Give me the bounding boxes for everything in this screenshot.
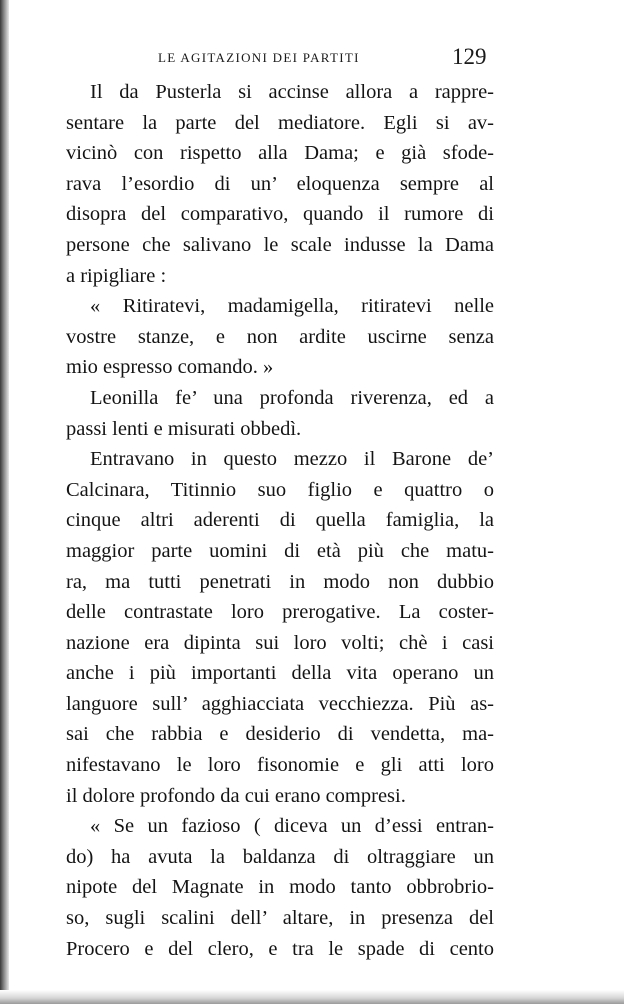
text-line: anche i più importanti della vita operano un xyxy=(66,662,494,685)
text-line: nipote del Magnate in modo tanto obbrobrio- xyxy=(66,876,494,899)
text-line: il dolore profondo da cui erano compresi. xyxy=(66,784,406,807)
text-line: disopra del comparativo, quando il rumore di xyxy=(66,203,494,226)
page-number: 129 xyxy=(452,44,487,69)
text-line: do) ha avuta la baldanza di oltraggiare un xyxy=(66,845,494,868)
text-line: mio espresso comando. » xyxy=(66,356,274,379)
text-line: languore sull’ agghiacciata vecchiezza. Più as- xyxy=(66,692,494,715)
text-line: maggior parte uomini di età più che matu- xyxy=(66,539,494,562)
text-line: ra, ma tutti penetrati in modo non dubbio xyxy=(66,570,494,593)
text-line: delle contrastate loro prerogative. La coster- xyxy=(66,601,494,624)
text-line: Calcinara, Titinnio suo figlio e quattro o xyxy=(66,478,494,501)
text-line: sentare la parte del mediatore. Egli si av- xyxy=(66,111,494,134)
body-text xyxy=(66,77,494,964)
text-line: Procero e del clero, e tra le spade di cento xyxy=(66,937,494,960)
text-line: vicinò con rispetto alla Dama; e già sfode- xyxy=(66,142,494,165)
page-bottom-shadow xyxy=(0,990,624,1004)
binding-shadow xyxy=(0,0,9,1004)
text-line: passi lenti e misurati obbedì. xyxy=(66,417,302,440)
text-line: vostre stanze, e non ardite uscirne senza xyxy=(66,325,494,348)
text-line: so, sugli scalini dell’ altare, in presenza del xyxy=(66,907,494,930)
text-line: Il da Pusterla si accinse allora a rappre- xyxy=(90,81,494,103)
text-line: cinque altri aderenti di quella famiglia, la xyxy=(66,509,494,532)
text-line: nazione era dipinta sui loro volti; chè i casi xyxy=(66,631,494,654)
text-line: « Se un fazioso ( diceva un d’essi entran- xyxy=(90,815,494,838)
text-line: nifestavano le loro fisonomie e gli atti loro xyxy=(66,754,494,777)
text-line: Leonilla fe’ una profonda riverenza, ed a xyxy=(90,386,494,409)
text-line: « Ritiratevi, madamigella, ritiratevi nelle xyxy=(90,295,494,318)
running-title: LE AGITAZIONI DEI PARTITI xyxy=(158,50,360,65)
text-line: Entravano in questo mezzo il Barone de’ xyxy=(90,448,494,471)
text-line: rava l’esordio di un’ eloquenza sempre al xyxy=(66,172,494,195)
text-line: sai che rabbia e desiderio di vendetta, ma- xyxy=(66,723,494,746)
text-line: a ripigliare : xyxy=(66,264,167,287)
text-line: persone che salivano le scale indusse la Dama xyxy=(66,233,494,256)
